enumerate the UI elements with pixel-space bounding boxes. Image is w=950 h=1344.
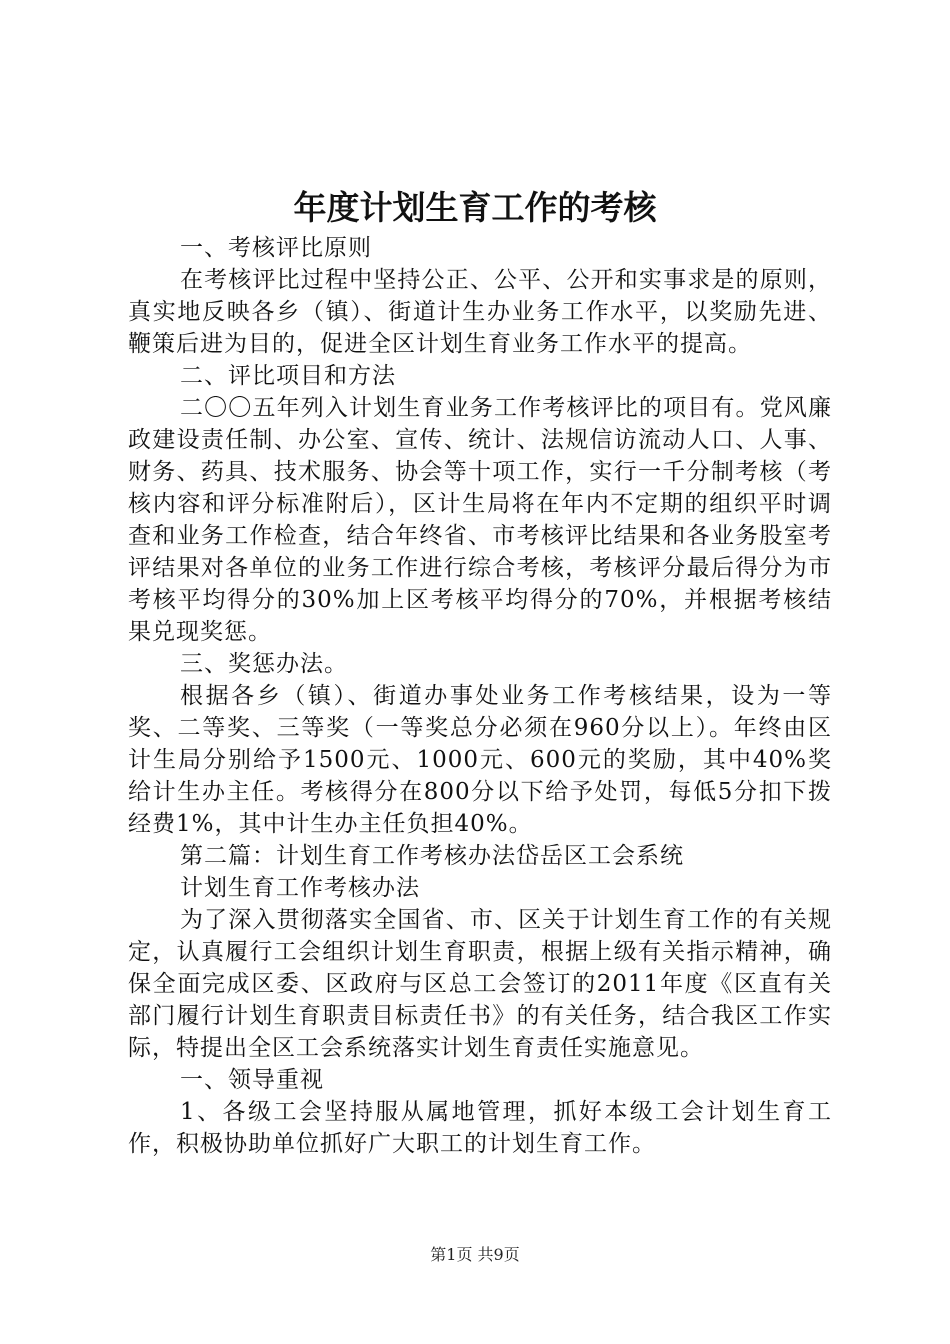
section-heading: 三、奖惩办法。 <box>180 651 348 677</box>
body-paragraph: 1、各级工会坚持服从属地管理，抓好本级工会计划生育工作，积极协助单位抓好广大职工的计划生育工作。 <box>128 1099 832 1157</box>
section-heading: 计划生育工作考核办法 <box>180 875 420 901</box>
body-paragraph: 二〇〇五年列入计划生育业务工作考核评比的项目有。党风廉政建设责任制、办公室、宣传、统计、法规信访流动人口、人事、财务、药具、技术服务、协会等十项工作，实行一千分制考核（考核内容和评分标准附后），区计生局将在年内不定期的组织平时调查和业务工作检查，结合年终省、市考核评比结果和各业务股室考评结果对各单位的业务工作进行综合考核，考核评分最后得分为市考核平均得分的30%加上区考核平均得分的70%，并根据考核结果兑现奖惩。 <box>128 395 832 645</box>
document-title: 年度计划生育工作的考核 <box>293 188 657 227</box>
section-heading: 二、评比项目和方法 <box>180 363 396 389</box>
document-body <box>128 232 832 1160</box>
page-number-footer: 第1页 共9页 <box>430 1245 520 1264</box>
section-heading: 第二篇：计划生育工作考核办法岱岳区工会系统 <box>180 843 684 869</box>
section-heading: 一、领导重视 <box>180 1067 324 1093</box>
body-paragraph: 在考核评比过程中坚持公正、公平、公开和实事求是的原则，真实地反映各乡（镇）、街道计生办业务工作水平，以奖励先进、鞭策后进为目的，促进全区计划生育业务工作水平的提高。 <box>128 267 832 357</box>
section-heading: 一、考核评比原则 <box>180 235 372 261</box>
body-paragraph: 为了深入贯彻落实全国省、市、区关于计划生育工作的有关规定，认真履行工会组织计划生育职责，根据上级有关指示精神，确保全面完成区委、区政府与区总工会签订的2011年度《区直有关部门履行计划生育职责目标责任书》的有关任务，结合我区工作实际，特提出全区工会系统落实计划生育责任实施意见。 <box>128 907 832 1061</box>
body-paragraph: 根据各乡（镇）、街道办事处业务工作考核结果，设为一等奖、二等奖、三等奖（一等奖总分必须在960分以上）。年终由区计生局分别给予1500元、1000元、600元的奖励，其中40%奖给计生办主任。考核得分在800分以下给予处罚，每低5分扣下拨经费1%，其中计生办主任负担40%。 <box>128 683 832 837</box>
